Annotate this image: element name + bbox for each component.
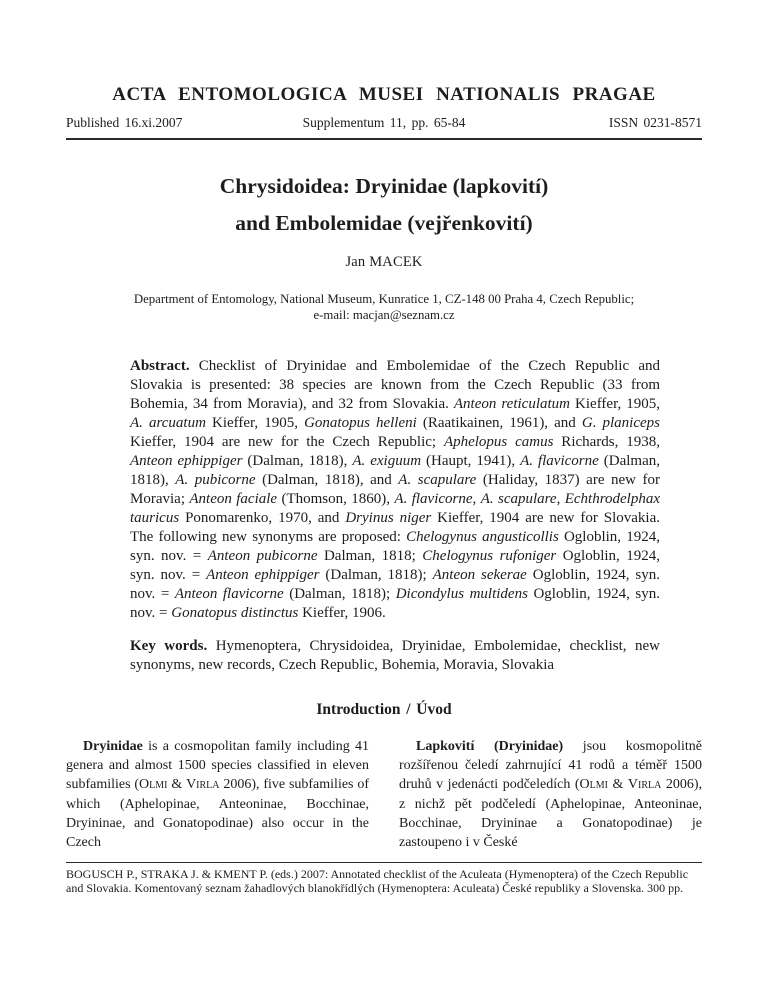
journal-meta-row — [66, 115, 702, 140]
introduction-columns — [66, 737, 702, 852]
keywords-paragraph: Key words. Hymenoptera, Chrysidoidea, Dryinidae, Embolemidae, checklist, new synonyms, new records, Czech Republic, Bohemia, Moravia, Slovakia — [130, 638, 660, 673]
intro-column-czech: Lapkovití (Dryinidae) jsou kosmopolitně rozšířenou čeledí zahrnující 41 rodů a téměř 1500 druhů v jedenácti podčeledích (Olmi & Virla 2006), z nichž pět podčeledí (Aphelopinae, Anteoninae, Bocchinae, Dryininae a Gonatopodinae) je zastoupeno i v České — [399, 739, 702, 851]
footnote-block — [66, 862, 702, 895]
article-title-line-2: and Embolemidae (vejřenkovití) — [235, 211, 533, 235]
journal-name: ACTA ENTOMOLOGICA MUSEI NATIONALIS PRAGAE — [112, 84, 656, 105]
footnote-text: BOGUSCH P., STRAKA J. & KMENT P. (eds.) 2007: Annotated checklist of the Aculeata (Hymenoptera) of the Czech Republic and Slovakia. Komentovaný seznam žahadlových blanokřídlých (Hymenoptera: Aculeata) České republiky a Slovenska. 300 pp. — [66, 867, 689, 895]
issn-number: ISSN 0231-8571 — [608, 115, 702, 130]
article-title-line-1: Chrysidoidea: Dryinidae (lapkovití) — [219, 174, 549, 198]
author-name: Jan MACEK — [345, 254, 423, 270]
journal-header — [66, 84, 702, 140]
article-title — [66, 168, 702, 242]
affiliation-line: Department of Entomology, National Museum, Kunratice 1, CZ-148 00 Praha 4, Czech Republic; — [133, 292, 635, 306]
supplement-info: Supplementum 11, pp. 65-84 — [302, 115, 466, 130]
published-date: Published 16.xi.2007 — [66, 115, 183, 130]
intro-column-english: Dryinidae is a cosmopolitan family including 41 genera and almost 1500 species classified in eleven subfamilies (Olmi & Virla 2006), five subfamilies of which (Aphelopinae, Anteoninae, Bocchinae, Dryininae, and Gonatopodinae) also occur in the Czech — [66, 739, 369, 851]
abstract-paragraph: Abstract. Checklist of Dryinidae and Embolemidae of the Czech Republic and Slovakia is presented: 38 species are known from the Czech Republic (33 from Bohemia, 34 from Moravia), and 32 from Slovakia. Anteon reticulatum Kieffer, 1905, A. arcuatum Kieffer, 1905, Gonatopus helleni (Raatikainen, 1961), and G. planiceps Kieffer, 1904 are new for the Czech Republic; Aphelopus camus Richards, 1938, Anteon ephippiger (Dalman, 1818), A. exiguum (Haupt, 1941), A. flavicorne (Dalman, 1818), A. pubicorne (Dalman, 1818), and A. scapulare (Haliday, 1837) are new for Moravia; Anteon faciale (Thomson, 1860), A. flavicorne, A. scapulare, Echthrodelphax tauricus Ponomarenko, 1970, and Dryinus niger Kieffer, 1904 are new for Slovakia. The following new synonyms are proposed: Chelogynus angusticollis Ogloblin, 1924, syn. nov. = Anteon pubicorne Dalman, 1818; Chelogynus rufoniger Ogloblin, 1924, syn. nov. = Anteon ephippiger (Dalman, 1818); Anteon sekerae Ogloblin, 1924, syn. nov. = Anteon flavicorne (Dalman, 1818); Dicondylus multidens Ogloblin, 1924, syn. nov. = Gonatopus distinctus Kieffer, 1906. — [130, 358, 661, 621]
affiliation-block — [66, 291, 702, 323]
introduction-heading: Introduction / Úvod — [316, 701, 452, 718]
email-line: e-mail: macjan@seznam.cz — [313, 308, 455, 322]
